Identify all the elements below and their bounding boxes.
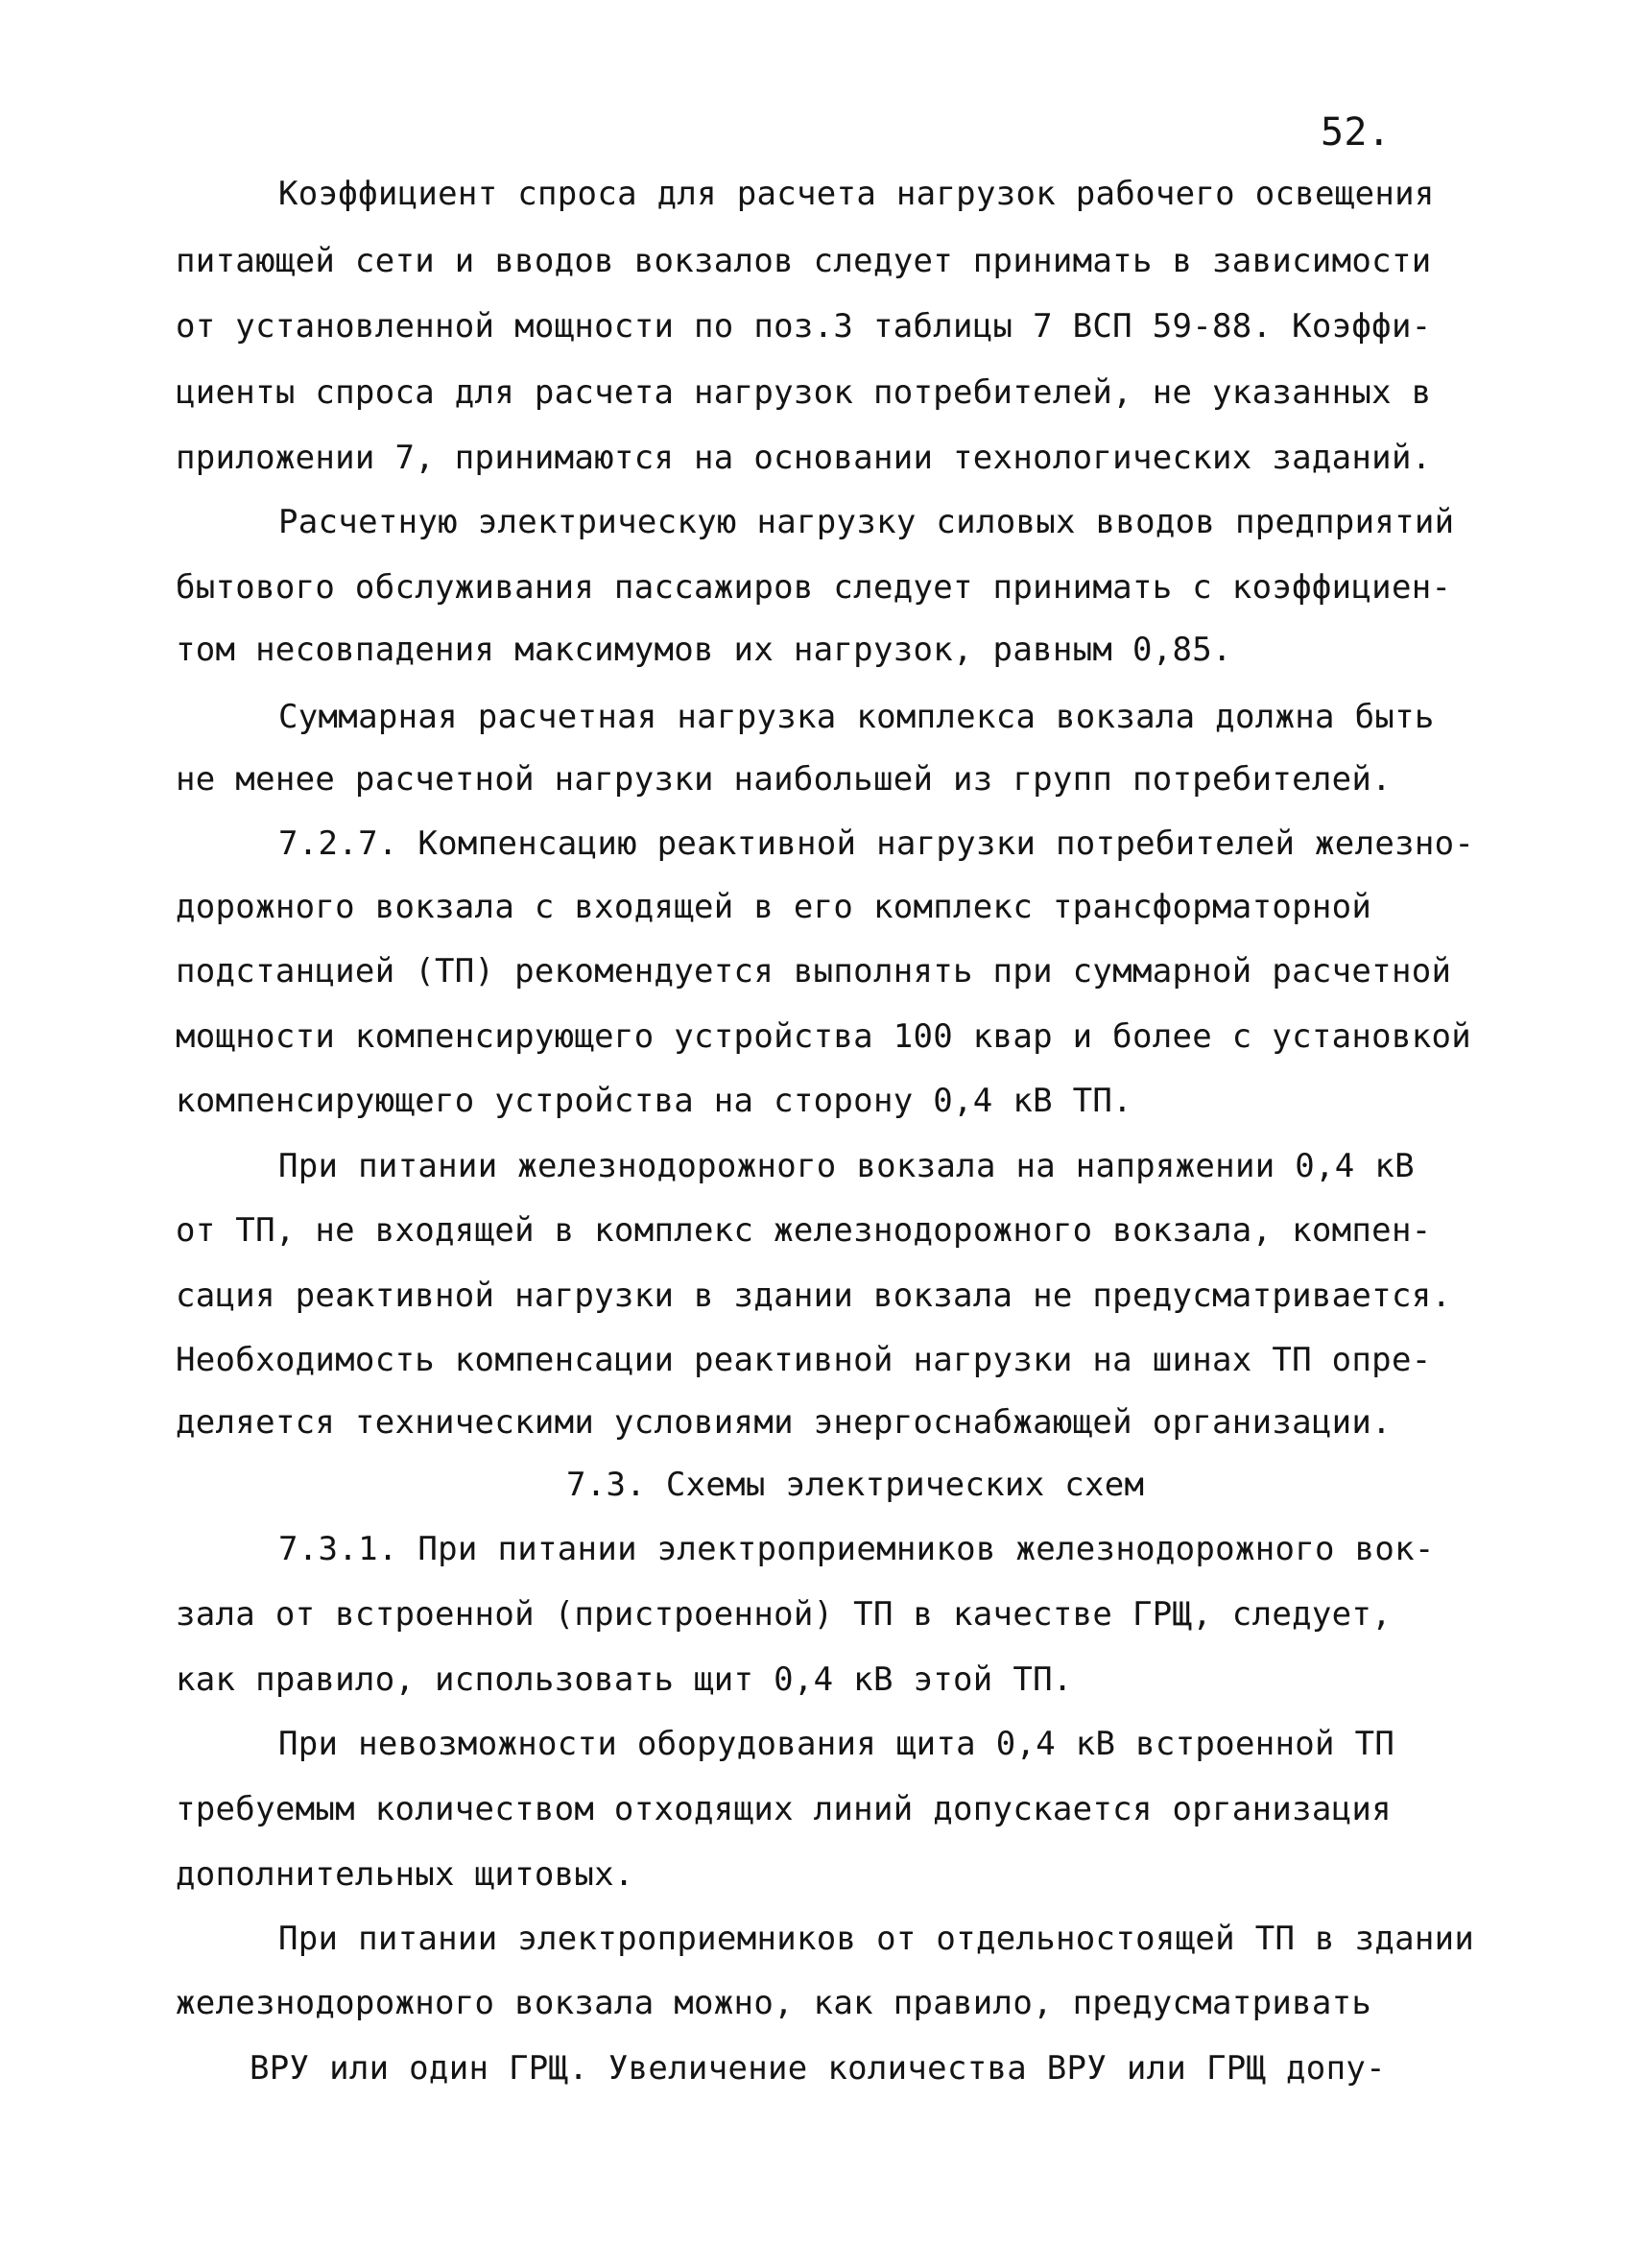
text-line: 7.2.7. Компенсацию реактивной нагрузки потребителей железно- [278, 824, 1475, 863]
text-line: дорожного вокзала с входящей в его комплекс трансформаторной [176, 888, 1372, 926]
text-line: Расчетную электрическую нагрузку силовых вводов предприятий [278, 503, 1455, 541]
text-line: Коэффициент спроса для расчета нагрузок рабочего освещения [278, 175, 1435, 213]
text-line: питающей сети и вводов вокзалов следует принимать в зависимости [176, 242, 1432, 280]
text-line: 7.3.1. При питании электроприемников железнодорожного вок- [278, 1530, 1435, 1568]
text-line: подстанцией (ТП) рекомендуется выполнять при суммарной расчетной [176, 952, 1452, 991]
page-number: 52. [1321, 110, 1392, 155]
text-line: как правило, использовать щит 0,4 кВ этой ТП. [176, 1660, 1073, 1699]
text-line: том несовпадения максимумов их нагрузок, равным 0,85. [176, 631, 1232, 669]
text-line: циенты спроса для расчета нагрузок потребителей, не указанных в [176, 373, 1432, 412]
text-line: бытового обслуживания пассажиров следует принимать с коэффициен- [176, 568, 1452, 607]
text-line: не менее расчетной нагрузки наибольшей из групп потребителей. [176, 760, 1392, 799]
text-line: сация реактивной нагрузки в здании вокзала не предусматривается. [176, 1277, 1452, 1315]
text-line: Необходимость компенсации реактивной нагрузки на шинах ТП опре- [176, 1341, 1432, 1379]
text-line: Суммарная расчетная нагрузка комплекса вокзала должна быть [278, 698, 1435, 736]
text-line: железнодорожного вокзала можно, как правило, предусматривать [176, 1984, 1372, 2022]
text-line: мощности компенсирующего устройства 100 квар и более с установкой [176, 1017, 1472, 1056]
text-line: требуемым количеством отходящих линий допускается организация [176, 1790, 1392, 1828]
text-line: ВРУ или один ГРЩ. Увеличение количества ВРУ или ГРЩ допу- [250, 2049, 1386, 2088]
text-line: При питании электроприемников от отдельностоящей ТП в здании [278, 1920, 1475, 1958]
text-line: приложении 7, принимаются на основании технологических заданий. [176, 439, 1432, 477]
text-line: При невозможности оборудования щита 0,4 кВ встроенной ТП [278, 1725, 1395, 1763]
text-line: компенсирующего устройства на сторону 0,4 кВ ТП. [176, 1082, 1132, 1120]
text-line: от ТП, не входящей в комплекс железнодорожного вокзала, компен- [176, 1211, 1432, 1250]
text-line: зала от встроенной (пристроенной) ТП в качестве ГРЩ, следует, [176, 1595, 1392, 1634]
text-line: дополнительных щитовых. [176, 1855, 634, 1894]
text-line: от установленной мощности по поз.3 таблицы 7 ВСП 59-88. Коэффи- [176, 307, 1432, 346]
text-line: При питании железнодорожного вокзала на напряжении 0,4 кВ [278, 1147, 1415, 1185]
text-line: деляется техническими условиями энергоснабжающей организации. [176, 1403, 1392, 1442]
section-heading: 7.3. Схемы электрических схем [566, 1466, 1145, 1504]
